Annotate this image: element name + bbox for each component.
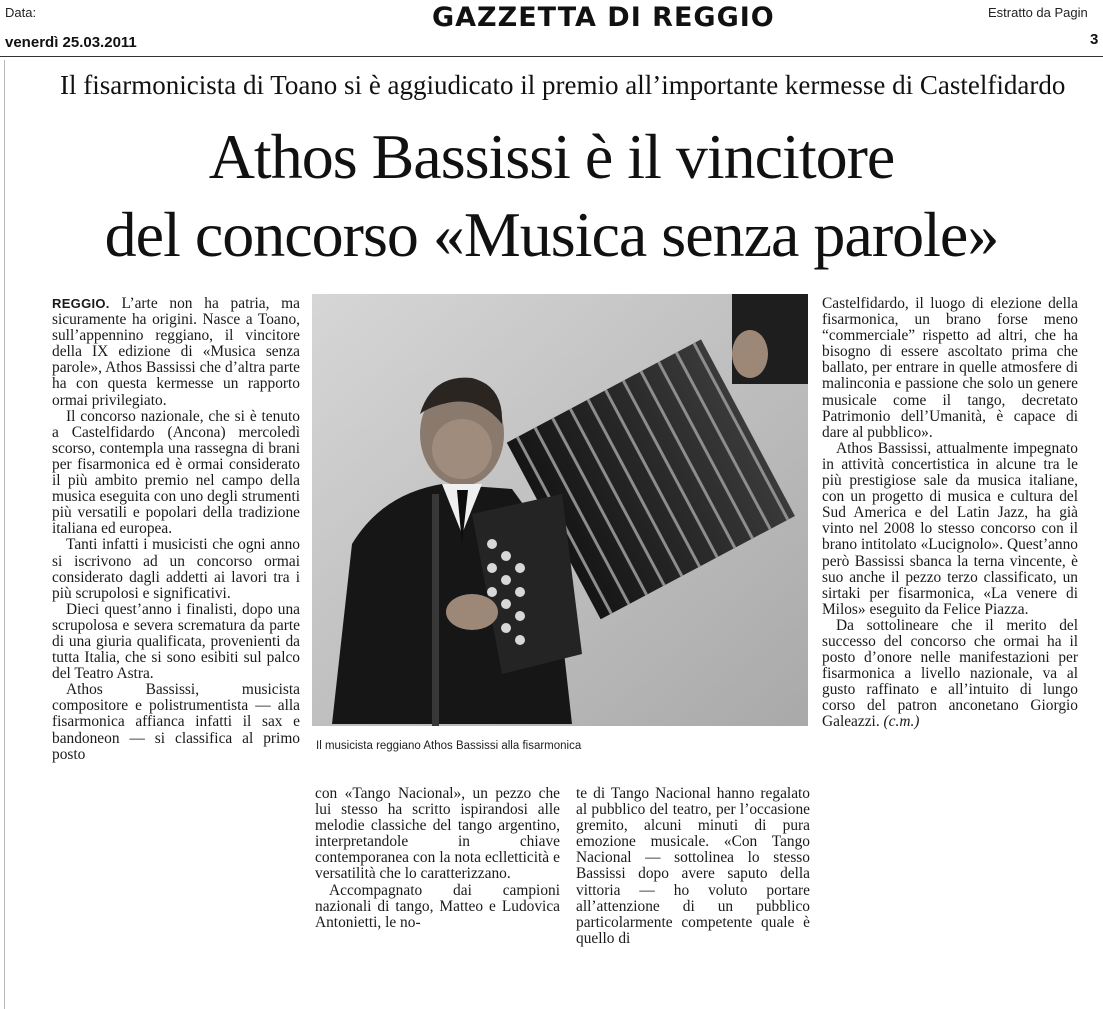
- paragraph: Castelfidardo, il luogo di elezione della fisarmonica, un brano forse meno “commerciale” rispetto ad altri, che ha bisogno di essere ascoltato prima che ballato, per entrare in quelle atmosfere di malinconia e passione che solo un genere musicale come il tango, decretato Patrimonio dell’Umanità, è capace di dare al pubblico».: [822, 295, 1078, 441]
- paragraph: Tanti infatti i musicisti che ogni anno si iscrivono ad un concorso ormai considerato dagli addetti ai lavori tra i più scrupolosi e significativi.: [52, 536, 300, 602]
- paragraph: Dieci quest’anno i finalisti, dopo una scrupolosa e severa scrematura da parte di una giuria qualificata, provenienti da tutta Italia, che si sono esibiti sul palco del Teatro Astra.: [52, 600, 300, 683]
- paragraph: te di Tango Nacional hanno regalato al pubblico del teatro, per l’occasione gremito, alcuni minuti di pura emozione musicale. «Con Tango Nacional — sottolinea lo stesso Bassissi dopo avere saputo della vittoria — ho voluto portare all’attenzione di un pubblico particolarmente competente quale è quello di: [576, 785, 810, 947]
- article-column-2: [315, 786, 560, 931]
- page-number: 3: [1090, 31, 1099, 48]
- article-kicker: Il fisarmonicista di Toano si è aggiudicato il premio all’importante kermesse di Castelfidardo: [60, 70, 1066, 100]
- newspaper-masthead: GAZZETTA DI REGGIO: [432, 2, 775, 33]
- article-column-3: [576, 786, 810, 947]
- dateline: REGGIO.: [52, 296, 110, 311]
- header-rule: [0, 56, 1103, 57]
- issue-date: venerdì 25.03.2011: [5, 34, 137, 51]
- byline: (c.m.): [883, 713, 920, 731]
- paragraph: Il concorso nazionale, che si è tenuto a Castelfidardo (Ancona) mercoledì scorso, contempla una rassegna di brani per fisarmonica ed è ormai considerato il più ambito premio nel campo della musica eseguita con uno degli strumenti più versatili e popolari della tradizione italiana ed europea.: [52, 407, 300, 538]
- article-column-4: [822, 296, 1078, 731]
- paragraph: [822, 618, 1078, 731]
- photo-caption: Il musicista reggiano Athos Bassissi alla fisarmonica: [316, 740, 582, 752]
- paragraph: Accompagnato dai campioni nazionali di tango, Matteo e Ludovica Antonietti, le no-: [315, 881, 560, 931]
- headline-line-1: Athos Bassissi è il vincitore: [208, 121, 895, 192]
- paragraph-text: L’arte non ha patria, ma sicuramente ha origini. Nasce a Toano, sull’appennino reggiano, il vincitore della IX edizione di «Musica senza parole», Athos Bassissi che d’altra parte ha con questa kermesse un rapporto ormai privilegiato.: [52, 295, 300, 409]
- paragraph: Athos Bassissi, musicista compositore e polistrumentista — alla fisarmonica affianca infatti il sax e bandoneon — si classifica al primo posto: [52, 681, 300, 763]
- paragraph: con «Tango Nacional», un pezzo che lui stesso ha scritto ispirandosi alle melodie classiche del tango argentino, interpretandole in chiave contemporanea con la nota eclletticità e versatilità che lo caratterizzano.: [315, 785, 560, 883]
- paragraph: [52, 296, 300, 409]
- paragraph: Athos Bassissi, attualmente impegnato in attività concertistica in alcune tra le più prestigiose sale da musica italiane, con un progetto di musica e cultura del Sud America e del Latin Jazz, ha già vinto nel 2008 lo stesso concorso con il brano intitolato «Lucignolo». Quest’anno però Bassissi sbanca la terna vincente, è suo anche il pezzo terzo classificato, un sirtaki per fisarmonica, «La venere di Milos» eseguito da Felice Piazza.: [822, 439, 1078, 618]
- article-column-1: [52, 296, 300, 763]
- extract-label: Estratto da Pagin: [988, 5, 1088, 20]
- accordion-player-image: [312, 294, 808, 726]
- article-photo: [312, 294, 808, 726]
- paragraph-text: Da sottolineare che il merito del successo del concorso che ormai ha il posto d’onore nelle manifestazioni per fisarmonica a livello nazionale, va al gusto raffinato e all’intuito di lungo corso del patron anconetano Giorgio Galeazzi.: [822, 616, 1078, 731]
- date-label: Data:: [5, 5, 37, 20]
- headline-line-2: del concorso «Musica senza parole»: [104, 199, 999, 270]
